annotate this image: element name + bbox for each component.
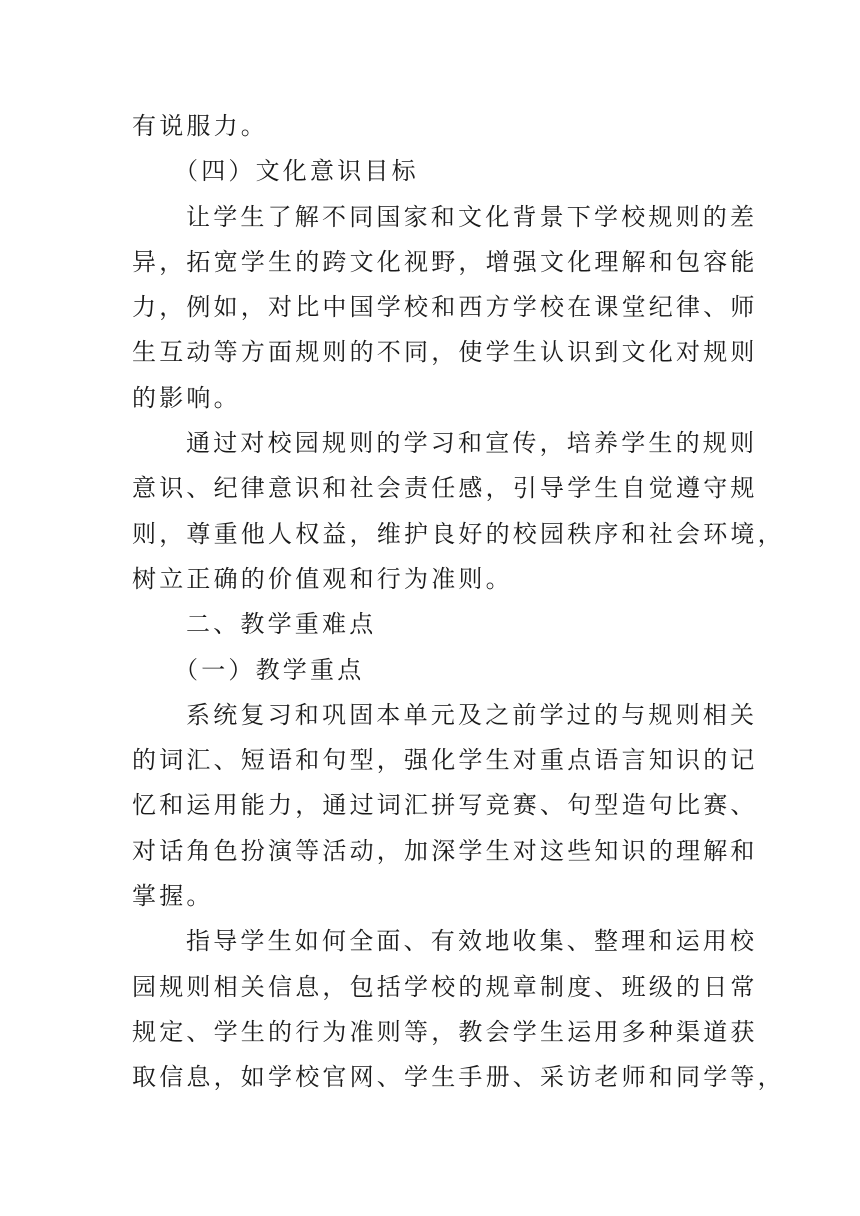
text-line: 异，拓宽学生的跨文化视野，增强文化理解和包容能: [132, 247, 758, 276]
text-line: 规定、学生的行为准则等，教会学生运用多种渠道获: [132, 1017, 758, 1046]
text-line: 意识、纪律意识和社会责任感，引导学生自觉遵守规: [132, 474, 758, 503]
text-line: 指导学生如何全面、有效地收集、整理和运用校: [186, 927, 758, 956]
text-line: 取信息，如学校官网、学生手册、采访老师和同学等，: [132, 1063, 785, 1092]
text-line: 掌握。: [132, 882, 214, 911]
section-heading: 二、教学重难点: [186, 610, 377, 639]
text-line: 生互动等方面规则的不同，使学生认识到文化对规则: [132, 338, 758, 367]
subsection-heading: （一）教学重点: [174, 655, 365, 684]
text-line: 让学生了解不同国家和文化背景下学校规则的差: [186, 202, 758, 231]
text-line: 园规则相关信息，包括学校的规章制度、班级的日常: [132, 972, 758, 1001]
text-line: 对话角色扮演等活动，加深学生对这些知识的理解和: [132, 836, 758, 865]
text-line: 有说服力。: [132, 112, 268, 140]
text-line: 忆和运用能力，通过词汇拼写竞赛、句型造句比赛、: [132, 791, 758, 820]
text-line: 的影响。: [132, 383, 241, 412]
text-line: 的词汇、短语和句型，强化学生对重点语言知识的记: [132, 746, 758, 775]
text-line: 树立正确的价值观和行为准则。: [132, 564, 513, 593]
text-line: 则，尊重他人权益，维护良好的校园秩序和社会环境，: [132, 519, 785, 548]
text-line: 通过对校园规则的学习和宣传，培养学生的规则: [186, 429, 758, 458]
section-heading: （四）文化意识目标: [174, 157, 419, 186]
text-line: 力，例如，对比中国学校和西方学校在课堂纪律、师: [132, 293, 758, 322]
document-page: [132, 104, 785, 1101]
text-line: 系统复习和巩固本单元及之前学过的与规则相关: [186, 700, 758, 729]
